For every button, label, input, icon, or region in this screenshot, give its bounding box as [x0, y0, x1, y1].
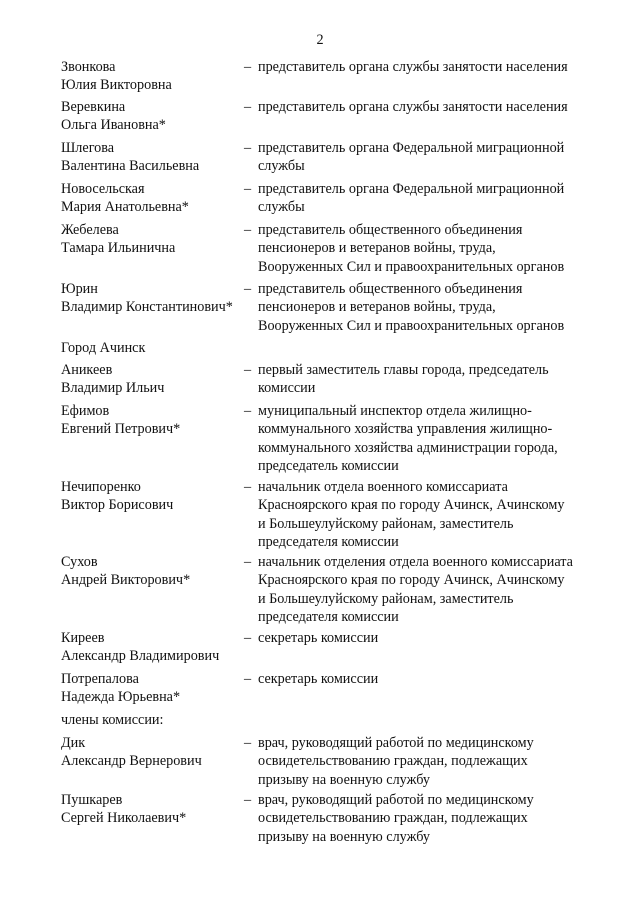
page-number: 2 [316, 32, 324, 48]
member-name [61, 58, 251, 95]
member-surname: Пушкарев [61, 792, 123, 808]
role-dash: – [244, 554, 252, 570]
member-name [61, 553, 251, 590]
member-given-name: Евгений Петрович* [61, 421, 181, 438]
role-text: представитель органа Федеральной миграционной службы [258, 140, 565, 175]
role-text: муниципальный инспектор отдела жилищно- коммунального хозяйства управления жилищно- коммунального хозяйства администрации города, председатель комиссии [258, 403, 558, 475]
role-text: представитель органа службы занятости населения [258, 99, 568, 115]
member-given-name: Сергей Николаевич* [61, 810, 187, 827]
member-role [244, 180, 624, 217]
role-text: представитель органа Федеральной миграционной службы [258, 181, 565, 216]
member-surname: Потрепалова [61, 671, 139, 687]
member-given-name: Андрей Викторович* [61, 572, 191, 589]
member-role [244, 221, 624, 276]
role-dash: – [244, 630, 252, 646]
role-dash: – [244, 59, 252, 75]
member-surname: Сухов [61, 554, 98, 570]
member-surname: Нечипоренко [61, 479, 141, 495]
member-given-name: Ольга Ивановна* [61, 117, 166, 134]
member-name [61, 180, 251, 217]
role-dash: – [244, 99, 252, 115]
member-name [61, 139, 251, 176]
role-text: первый заместитель главы города, председатель комиссии [258, 362, 549, 397]
member-name [61, 280, 251, 317]
member-given-name: Мария Анатольевна* [61, 199, 189, 216]
role-text: секретарь комиссии [258, 671, 379, 687]
member-name [61, 98, 251, 135]
role-dash: – [244, 362, 252, 378]
member-name [61, 361, 251, 398]
member-role [244, 791, 624, 846]
role-dash: – [244, 222, 252, 238]
role-text: секретарь комиссии [258, 630, 379, 646]
role-text: представитель общественного объединения пенсионеров и ветеранов войны, труда, Вооруженных Сил и правоохранительных органов [258, 222, 565, 275]
role-dash: – [244, 140, 252, 156]
member-surname: Звонкова [61, 59, 116, 75]
member-given-name: Тамара Ильинична [61, 240, 176, 257]
member-role [244, 280, 624, 335]
member-name [61, 670, 251, 707]
member-surname: Аникеев [61, 362, 113, 378]
member-role [244, 139, 624, 176]
section-heading-members: члены комиссии: [61, 712, 164, 728]
member-role [244, 478, 624, 552]
member-role [244, 98, 624, 116]
member-role [244, 553, 624, 627]
role-text: врач, руководящий работой по медицинскому освидетельствованию граждан, подлежащих призыву на военную службу [258, 735, 534, 788]
member-given-name: Валентина Васильевна [61, 158, 200, 175]
member-surname: Юрин [61, 281, 98, 297]
member-surname: Дик [61, 735, 86, 751]
role-dash: – [244, 479, 252, 495]
member-surname: Киреев [61, 630, 105, 646]
role-text: начальник отделения отдела военного комиссариата Красноярского края по городу Ачинск, Ачинскому и Большеулуйскому районам, заместитель председателя комиссии [258, 554, 573, 626]
member-given-name: Надежда Юрьевна* [61, 689, 181, 706]
member-name [61, 629, 251, 666]
role-dash: – [244, 792, 252, 808]
role-dash: – [244, 281, 252, 297]
member-name [61, 734, 251, 771]
member-role [244, 58, 624, 76]
role-dash: – [244, 735, 252, 751]
member-name [61, 791, 251, 828]
role-dash: – [244, 181, 252, 197]
member-given-name: Виктор Борисович [61, 497, 174, 514]
member-given-name: Юлия Викторовна [61, 77, 172, 94]
member-name [61, 478, 251, 515]
member-role [244, 361, 624, 398]
member-surname: Шлегова [61, 140, 115, 156]
role-text: начальник отдела военного комиссариата Красноярского края по городу Ачинск, Ачинскому и Большеулуйскому районам, заместитель председателя комиссии [258, 479, 565, 551]
role-text: представитель общественного объединения пенсионеров и ветеранов войны, труда, Вооруженных Сил и правоохранительных органов [258, 281, 565, 334]
member-surname: Веревкина [61, 99, 126, 115]
role-text: представитель органа службы занятости населения [258, 59, 568, 75]
role-dash: – [244, 403, 252, 419]
member-surname: Ефимов [61, 403, 110, 419]
member-given-name: Александр Владимирович [61, 648, 220, 665]
member-given-name: Владимир Ильич [61, 380, 165, 397]
member-surname: Жебелева [61, 222, 119, 238]
member-name [61, 221, 251, 258]
member-given-name: Владимир Константинович* [61, 299, 233, 316]
role-text: врач, руководящий работой по медицинскому освидетельствованию граждан, подлежащих призыву на военную службу [258, 792, 534, 845]
member-given-name: Александр Вернерович [61, 753, 202, 770]
member-role [244, 402, 624, 476]
member-role [244, 670, 624, 688]
member-role [244, 629, 624, 647]
member-surname: Новосельская [61, 181, 145, 197]
role-dash: – [244, 671, 252, 687]
member-role [244, 734, 624, 789]
member-name [61, 402, 251, 439]
section-heading-city: Город Ачинск [61, 340, 146, 356]
